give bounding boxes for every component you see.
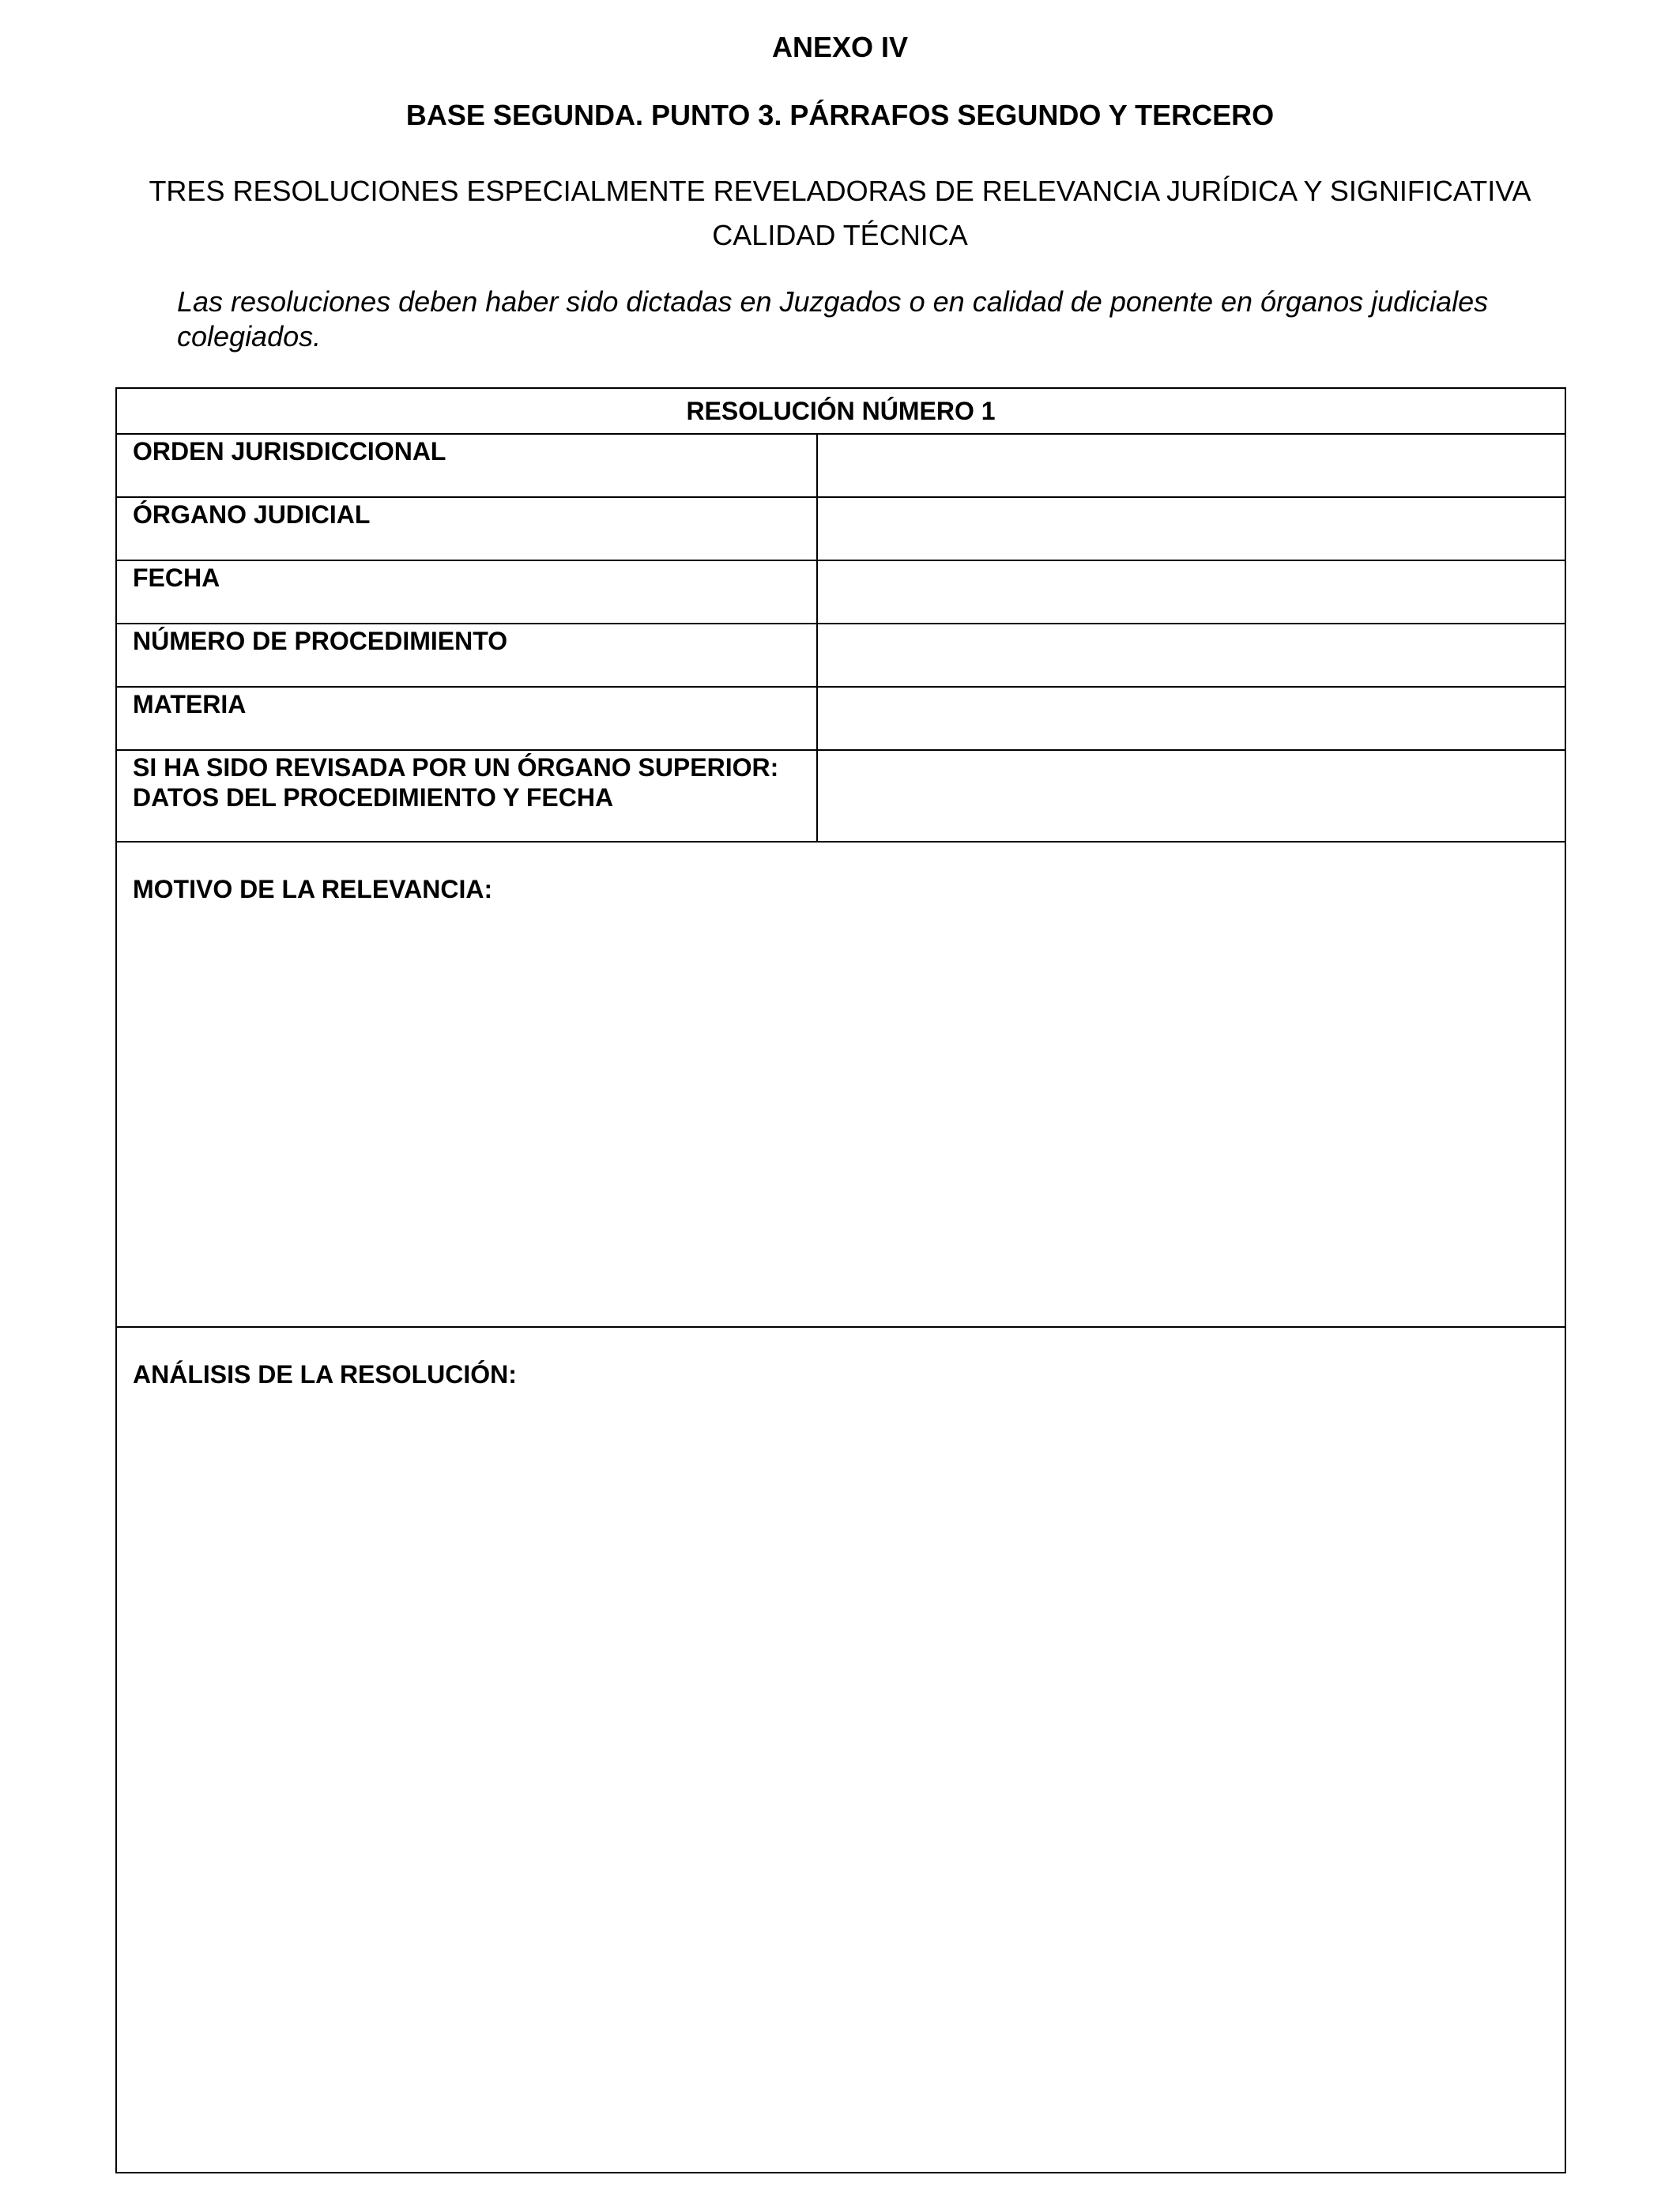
base-title: BASE SEGUNDA. PUNTO 3. PÁRRAFOS SEGUNDO Y TERCERO xyxy=(405,99,1275,131)
orden-jurisdiccional-label: ORDEN JURISDICCIONAL xyxy=(116,434,817,497)
form-row-orden xyxy=(116,434,1565,497)
materia-field[interactable] xyxy=(817,687,1565,750)
form-row-fecha xyxy=(116,560,1565,624)
fecha-field[interactable] xyxy=(817,560,1565,624)
organo-judicial-label: ÓRGANO JUDICIAL xyxy=(116,497,817,560)
resolution-header: RESOLUCIÓN NÚMERO 1 xyxy=(116,388,1565,434)
instruction-note: Las resoluciones deben haber sido dictadas en Juzgados o en calidad de ponente en órganos judiciales colegiados. xyxy=(177,285,1489,352)
motivo-relevancia-section[interactable] xyxy=(116,842,1565,1327)
resolution-form-table xyxy=(115,387,1566,2173)
form-row-organo xyxy=(116,497,1565,560)
form-row-materia xyxy=(116,687,1565,750)
materia-label: MATERIA xyxy=(116,687,817,750)
orden-jurisdiccional-field[interactable] xyxy=(817,434,1565,497)
annex-title: ANEXO IV xyxy=(771,31,909,63)
form-row-revisada xyxy=(116,750,1565,842)
organo-judicial-field[interactable] xyxy=(817,497,1565,560)
numero-procedimiento-label: NÚMERO DE PROCEDIMIENTO xyxy=(116,624,817,687)
analisis-resolucion-label: ANÁLISIS DE LA RESOLUCIÓN: xyxy=(133,1360,517,1389)
fecha-label: FECHA xyxy=(116,560,817,624)
motivo-relevancia-label: MOTIVO DE LA RELEVANCIA: xyxy=(133,875,493,903)
revisada-field[interactable] xyxy=(817,750,1565,842)
subject-title: TRES RESOLUCIONES ESPECIALMENTE REVELADORAS DE RELEVANCIA JURÍDICA Y SIGNIFICATIVA CALIDAD TÉCNICA xyxy=(149,175,1531,251)
form-row-motivo xyxy=(116,842,1565,1327)
numero-procedimiento-field[interactable] xyxy=(817,624,1565,687)
revisada-label: SI HA SIDO REVISADA POR UN ÓRGANO SUPERIOR: DATOS DEL PROCEDIMIENTO Y FECHA xyxy=(116,750,817,842)
form-row-numero xyxy=(116,624,1565,687)
form-row-analisis xyxy=(116,1327,1565,2173)
analisis-resolucion-section[interactable] xyxy=(116,1327,1565,2173)
